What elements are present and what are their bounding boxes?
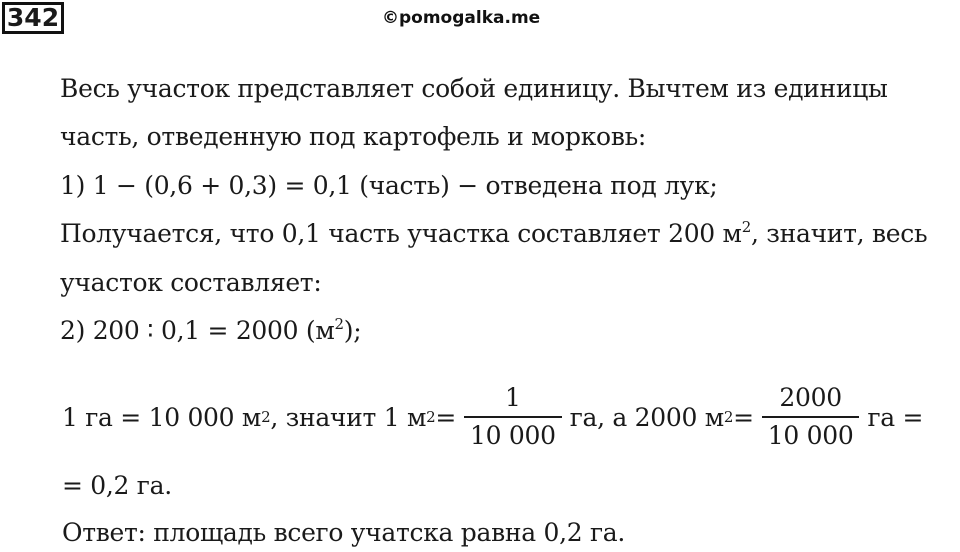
line6-text-a: 2) 200 ∶ 0,1 = 2000 (м (60, 316, 335, 345)
watermark: ©pomogalka.me (382, 8, 541, 28)
eq-part-1: 1 га = 10 000 м (62, 402, 262, 432)
problem-number-box: 342 (2, 2, 64, 34)
exponent: 2 (334, 315, 344, 333)
eq-part-3: = (435, 402, 456, 432)
eq-part-2: , значит 1 м (270, 402, 427, 432)
eq-part-5: = (733, 402, 754, 432)
answer-line: Ответ: площадь всего учатска равна 0,2 га. (62, 518, 626, 547)
fraction-2 (762, 384, 860, 450)
fraction-1 (464, 384, 562, 450)
fraction-2-denominator: 10 000 (767, 421, 854, 450)
fraction-1-numerator: 1 (505, 383, 521, 412)
fraction-1-denominator: 10 000 (470, 421, 556, 450)
eq-part-6: га = (867, 402, 924, 432)
exponent: 2 (741, 218, 751, 236)
solution-line-6 (60, 316, 361, 346)
eq-part-4: га, а 2000 м (569, 402, 724, 432)
line4-text-a: Получается, что 0,1 часть участка составляет 200 м (60, 219, 742, 248)
solution-line-4 (60, 219, 927, 249)
solution-line-2: часть, отведенную под картофель и морковь: (60, 122, 647, 151)
line6-text-b: ); (343, 316, 362, 345)
solution-line-5: участок составляет: (60, 268, 322, 297)
solution-line-3: 1) 1 − (0,6 + 0,3) = 0,1 (часть) − отведена под лук; (60, 171, 718, 200)
conversion-equation: 1 га = 10 000 м 2 , значит 1 м 2 = $\frac{1}{10 000}$ га, а 2000 м 2 = $\frac{2000}{10 000}$ га = (62, 383, 924, 450)
line4-text-b: , значит, весь (750, 219, 928, 248)
fraction-2-numerator: 2000 (779, 383, 842, 412)
solution-line-1: Весь участок представляет собой единицу. Вычтем из единицы (60, 74, 888, 103)
solution-line-8: = 0,2 га. (62, 471, 172, 500)
